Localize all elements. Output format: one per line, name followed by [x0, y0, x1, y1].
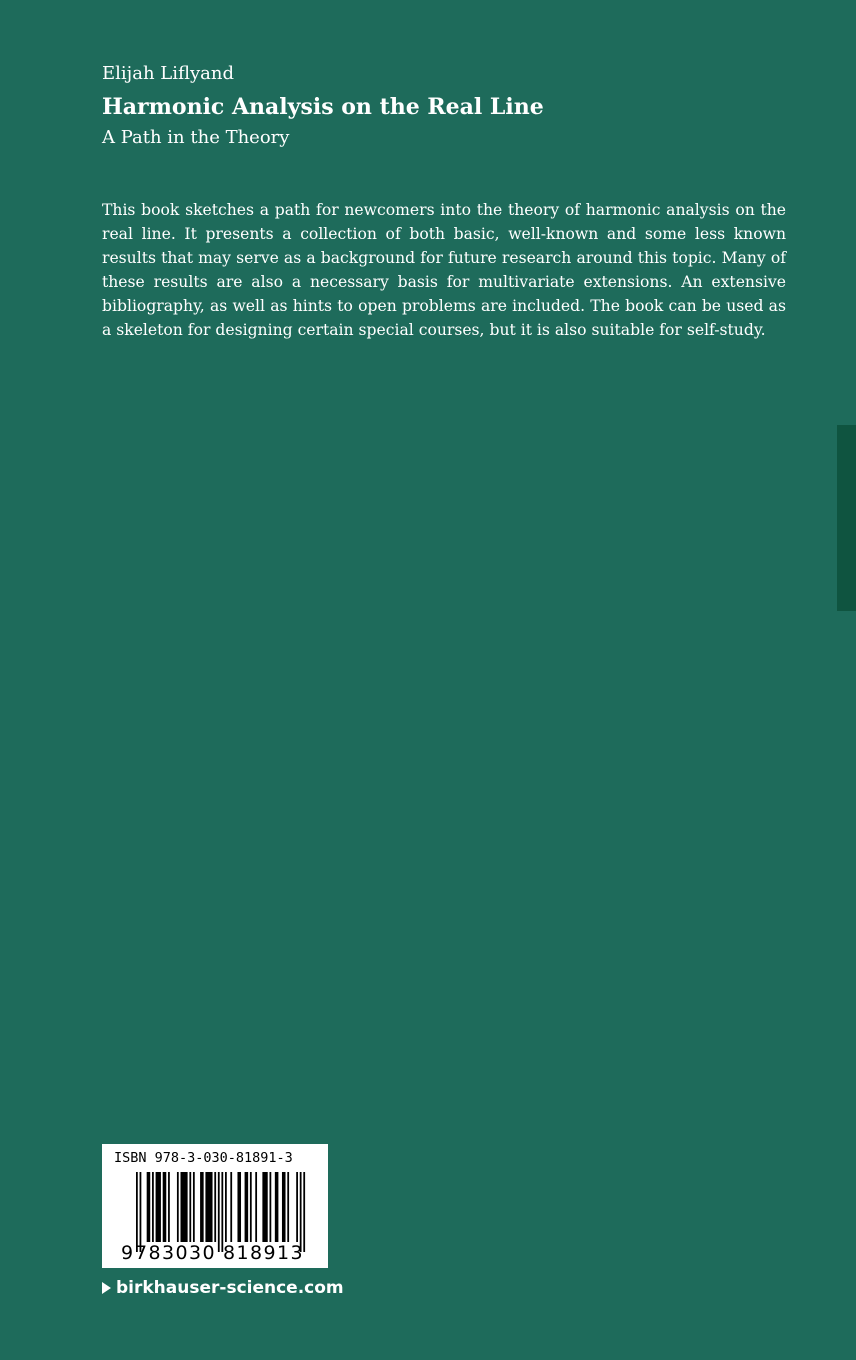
barcode-digit-first: 9 [121, 1242, 134, 1264]
barcode-bar [225, 1172, 227, 1242]
author-name: Elijah Liflyand [102, 63, 235, 84]
barcode-bar [200, 1172, 204, 1242]
barcode-bar [250, 1172, 252, 1242]
arrow-right-icon [102, 1282, 111, 1294]
barcode-bar [275, 1172, 279, 1242]
barcode-bar [163, 1172, 167, 1242]
book-subtitle: A Path in the Theory [102, 127, 290, 148]
barcode-bar [168, 1172, 170, 1242]
barcode-bar [189, 1172, 191, 1242]
barcode-bar [300, 1172, 302, 1252]
isbn-label: ISBN 978-3-030-81891-3 [114, 1150, 293, 1166]
publisher-website[interactable]: birkhauser-science.com [116, 1278, 344, 1298]
spine-tab [837, 425, 856, 611]
barcode-bar [287, 1172, 289, 1242]
publisher-link[interactable] [102, 1275, 344, 1301]
barcode-bar [152, 1172, 154, 1242]
book-description: This book sketches a path for newcomers into the theory of harmonic analysis on the real line. It presents a collection of both basic, well-known and some less known results that may serve as a background for future research around this topic. Many of these results are also a necessary basis for multivariate extensions. An extensive bibliography, as well as hints to open problems are included. The book can be used as a skeleton for designing certain special courses, but it is also suitable for self-study. [102, 201, 786, 339]
barcode-bar [140, 1172, 142, 1252]
barcode-bar [262, 1172, 267, 1242]
barcode-bar [245, 1172, 249, 1242]
barcode-digits [102, 1242, 328, 1266]
book-title: Harmonic Analysis on the Real Line [102, 94, 544, 120]
barcode-bar [282, 1172, 286, 1242]
barcode-bar [218, 1172, 220, 1252]
barcode-bar [214, 1172, 216, 1242]
barcode-bar [237, 1172, 241, 1242]
barcode-bar [177, 1172, 179, 1242]
isbn-barcode [102, 1144, 328, 1268]
barcode-bar [270, 1172, 272, 1242]
barcode-bar [181, 1172, 188, 1242]
barcode-bar [255, 1172, 257, 1242]
barcode-bar [193, 1172, 195, 1242]
barcode-digits-left: 783030 [135, 1242, 216, 1264]
barcode-bar [221, 1172, 223, 1252]
barcode-digits-right: 818913 [223, 1242, 304, 1264]
barcode-bar [205, 1172, 212, 1242]
barcode-bar [136, 1172, 138, 1252]
barcode-bar [296, 1172, 298, 1242]
barcode-bar [156, 1172, 161, 1242]
barcode-bar [230, 1172, 232, 1242]
barcode-bar [303, 1172, 305, 1252]
barcode-bar [147, 1172, 151, 1242]
